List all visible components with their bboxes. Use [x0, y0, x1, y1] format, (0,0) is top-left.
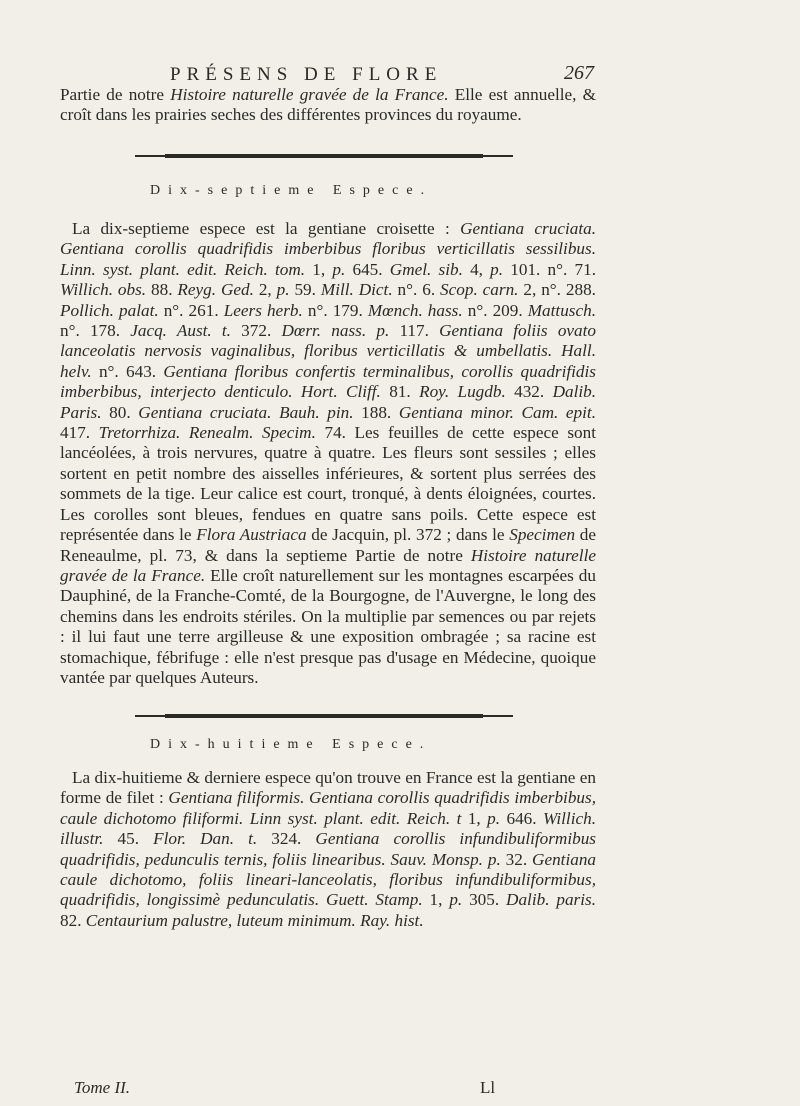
- citation-italic: Gentiana foliis ovato lanceolatis nervosis vaginalibus, floribus verticillatis & umbellatis. Hall. helv.: [60, 321, 596, 381]
- section-heading-17: Dix-septieme Espece.: [150, 183, 433, 198]
- citation-italic: Mattusch.: [527, 300, 596, 320]
- signature-mark: Ll: [480, 1078, 496, 1097]
- citation-italic: Jacq. Aust. t.: [130, 321, 231, 341]
- intro-text: Elle est annuelle, & croît dans les prairies seches des différentes provinces du royaume.: [60, 85, 596, 125]
- body-text: n°. 179.: [302, 300, 368, 320]
- section-heading-18: Dix-huitieme Espece.: [150, 737, 432, 752]
- body-text: 101. n°. 71.: [503, 259, 596, 279]
- citation-italic: Specimen: [509, 525, 576, 545]
- citation-italic: Gentiana minor. Cam. epit.: [398, 402, 596, 422]
- body-text: La dix-huitieme & derniere espece qu'on trouve en France est la gentiane en forme de filet :: [60, 768, 596, 808]
- citation-italic: Mill. Dict.: [320, 280, 393, 300]
- citation-italic: Reyg. Ged.: [177, 280, 254, 300]
- body-text: de Jacquin, pl. 372 ; dans le: [306, 525, 510, 545]
- body-text: 45.: [103, 829, 154, 849]
- intro-paragraph: [60, 85, 596, 126]
- body-text: n°. 6.: [392, 280, 441, 300]
- citation-italic: Dœrr. nass. p.: [281, 321, 390, 341]
- body-text: 2,: [253, 280, 277, 300]
- body-text: 646.: [500, 808, 544, 828]
- body-text: n°. 209.: [462, 300, 528, 320]
- body-text: 417.: [60, 423, 99, 443]
- body-text: Elle croît naturellement sur les montagnes escarpées du Dauphiné, de la Franche-Comté, de la Bourgogne, de l'Auvergne, le long des chemins dans les endroits stériles. On la multiplie par semences ou par rejets : il lui faut une terre argilleuse & une exposition ombragée ; sa racine est stomachique, fébrifuge : elle n'est presque pas d'usage en Médecine, quoique vantée par quelques Auteurs.: [60, 565, 596, 687]
- citation-italic: Gentiana corollis infundibuliformibus quadrifidis, pedunculis ternis, foliis linearibus. Sauv. Monsp. p.: [60, 829, 596, 869]
- citation-italic: Willich. obs.: [60, 280, 147, 300]
- citation-italic: Dalib. paris.: [506, 890, 597, 910]
- citation-italic: Flor. Dan. t.: [153, 829, 258, 849]
- citation-italic: Tretorrhiza. Renealm. Specim.: [98, 423, 316, 443]
- body-text: 432.: [505, 382, 553, 402]
- body-text: 1,: [461, 808, 488, 828]
- section-17-paragraph: [60, 219, 596, 688]
- page-footer: [0, 1078, 800, 1100]
- citation-italic: Gmel. sib.: [389, 259, 463, 279]
- body-text: 1,: [422, 890, 450, 910]
- citation-italic: p.: [276, 280, 290, 300]
- body-text: n°. 643.: [91, 361, 164, 381]
- body-text: 372.: [230, 321, 282, 341]
- body-text: 188.: [353, 402, 399, 422]
- body-text: 4,: [462, 259, 491, 279]
- body-text: 32.: [500, 849, 533, 869]
- citation-italic: p.: [490, 259, 504, 279]
- citation-italic: p.: [487, 808, 501, 828]
- ornamental-rule: [135, 715, 513, 717]
- citation-italic: Leers herb.: [223, 300, 303, 320]
- body-text: 305.: [462, 890, 507, 910]
- citation-italic: Gentiana caule dichotomo, foliis lineari-lanceolatis, floribus infundibuliformibus, quadrifidis, longissimè pedunculatis. Guett. Stamp.: [60, 849, 597, 910]
- intro-text: Partie de notre: [60, 85, 171, 104]
- citation-italic: p.: [332, 259, 346, 279]
- volume-label: Tome II.: [74, 1078, 131, 1097]
- running-title: PRÉSENS DE FLORE: [170, 64, 443, 85]
- intro-text-italic: Histoire naturelle gravée de la France.: [170, 85, 449, 104]
- body-text: 324.: [257, 829, 316, 849]
- body-text: 59.: [289, 280, 321, 300]
- citation-italic: Gentiana filiformis. Gentiana corollis quadrifidis imberbibus, caule dichotomo filiformi. Linn syst. plant. edit. Reich. t: [60, 788, 596, 828]
- body-text: 2, n°. 288.: [518, 280, 596, 300]
- citation-italic: Centaurium palustre, luteum minimum. Ray. hist.: [85, 910, 424, 930]
- citation-italic: Scop. carn.: [440, 280, 519, 300]
- body-text: n°. 178.: [60, 321, 131, 341]
- citation-italic: Pollich. palat.: [60, 300, 159, 320]
- citation-italic: Dalib. Paris.: [60, 382, 597, 422]
- citation-italic: Roy. Lugdb.: [419, 382, 506, 402]
- body-text: n°. 261.: [158, 300, 224, 320]
- citation-italic: Gentiana floribus confertis terminalibus, corollis quadrifidis imberbibus, interjecto denticulo. Hort. Cliff.: [60, 361, 596, 402]
- body-text: 1,: [305, 259, 333, 279]
- citation-italic: Histoire naturelle gravée de la France.: [60, 545, 596, 585]
- citation-italic: p.: [449, 890, 463, 910]
- body-text: La dix-septieme espece est la gentiane croisette :: [72, 219, 461, 238]
- citation-italic: Mœnch. hass.: [367, 300, 463, 320]
- section-18-paragraph: [60, 768, 596, 931]
- body-text: 88.: [146, 280, 178, 300]
- ornamental-rule: [135, 155, 513, 157]
- citation-italic: Gentiana cruciata. Gentiana corollis quadrifidis imberbibus floribus verticillatis sessilibus. Linn. syst. plant. edit. Reich. tom.: [60, 219, 597, 279]
- body-text: 80.: [101, 402, 139, 422]
- citation-italic: Flora Austriaca: [196, 525, 307, 545]
- body-text: 74. Les feuilles de cette espece sont lancéolées, à trois nervures, quatre à quatre. Les fleurs sont sessiles ; elles sortent en petit nombre des aisselles inférieures, & sortent plus serrées des sommets de la tige. Leur calice est court, tronqué, à dents éloignées, courtes. Les corolles sont bleues, fendues en quatre sans poils. Cette espece est représentée dans le: [60, 423, 597, 545]
- citation-italic: Willich. illustr.: [60, 808, 597, 849]
- page-number: 267: [564, 62, 594, 84]
- body-text: 81.: [380, 382, 420, 402]
- body-text: 82.: [60, 910, 86, 930]
- citation-italic: Gentiana cruciata. Bauh. pin.: [138, 402, 354, 422]
- body-text: 645.: [345, 259, 390, 279]
- body-text: 117.: [389, 321, 440, 341]
- body-text: de Reneaulme, pl. 73, & dans la septieme Partie de notre: [60, 525, 597, 565]
